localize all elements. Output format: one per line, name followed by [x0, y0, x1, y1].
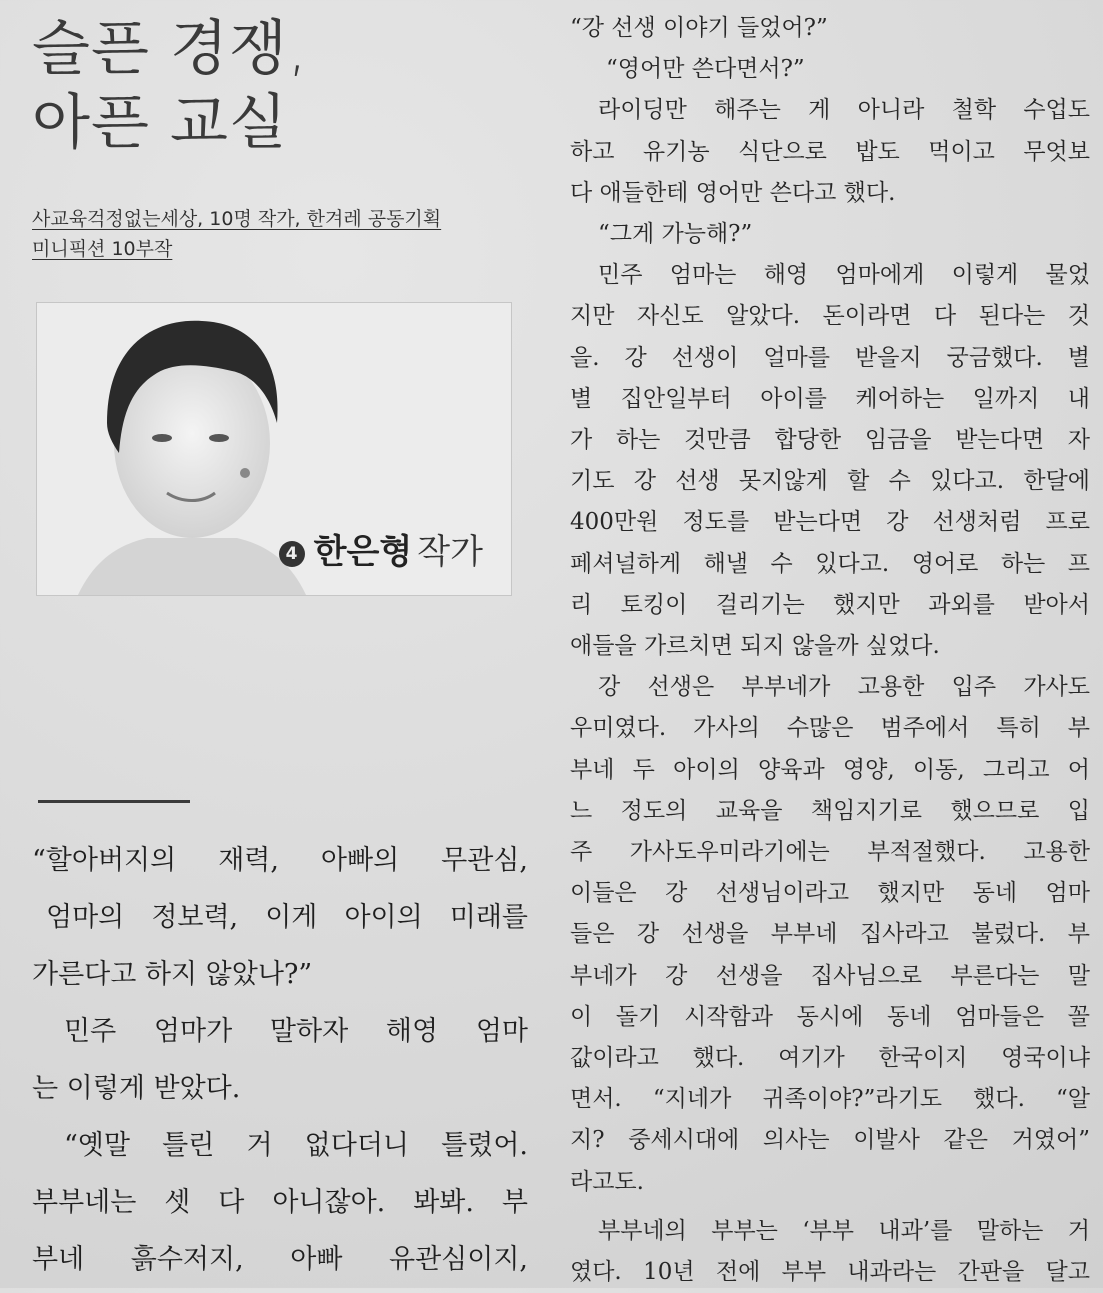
author-role: 작가 [417, 532, 483, 572]
text-line: 리 토킹이 걸리기는 했지만 과외를 받아서 [570, 591, 1090, 618]
text-line: 느 정도의 교육을 책임지기로 했으므로 입 [570, 797, 1090, 824]
text-line: 면서. “지네가 귀족이야?”라기도 했다. “알 [570, 1086, 1090, 1113]
text-line: 는 이렇게 받았다. [32, 1073, 241, 1104]
author-name: 한은형 [313, 532, 413, 572]
text-line: 부네가 강 선생을 집사님으로 부른다는 말 [570, 962, 1090, 989]
text-line: 페셔널하게 해낼 수 있다고. 영어로 하는 프 [570, 550, 1090, 577]
right-body-text [570, 8, 1090, 1293]
text-line: 다 애들한테 영어만 쓴다고 했다. [570, 179, 896, 206]
headline-line-1: 슬픈 경쟁, [32, 14, 308, 84]
text-line: “영어만 쓴다면서?” [606, 56, 805, 83]
text-line: 민주 엄마가 말하자 해영 엄마 [64, 1016, 528, 1047]
text-line: “옛말 틀린 거 없다더니 틀렸어. [64, 1130, 528, 1161]
author-photo [36, 302, 512, 596]
text-line: 강 선생은 부부네가 고용한 입주 가사도 [598, 674, 1090, 701]
section-divider [38, 800, 190, 803]
text-line: “할아버지의 재력, 아빠의 무관심, [32, 845, 528, 876]
headline-line-2: 아픈 교실 [32, 88, 288, 158]
text-line: 기도 강 선생 못지않게 할 수 있다고. 한달에 [570, 468, 1090, 495]
text-line: 주 가사도우미라기에는 부적절했다. 고용한 [570, 839, 1090, 866]
text-line: 값이라고 했다. 여기가 한국이지 영국이냐 [570, 1045, 1090, 1072]
text-line: 이 돌기 시작함과 동시에 동네 엄마들은 꼴 [570, 1003, 1090, 1030]
text-line: 지? 중세시대에 의사는 이발사 같은 거였어” [570, 1127, 1090, 1154]
text-line: 을. 강 선생이 얼마를 받을지 궁금했다. 별 [570, 344, 1090, 371]
text-line: 라이딩만 해주는 게 아니라 철학 수업도 [598, 97, 1090, 124]
text-line: 엄마의 정보력, 이게 아이의 미래를 [46, 902, 528, 933]
text-line: 부네 흙수저지, 아빠 유관심이지, [32, 1244, 528, 1275]
author-caption [279, 524, 483, 573]
text-line: 민주 엄마는 해영 엄마에게 이렇게 물었 [598, 262, 1090, 289]
text-line: 이들은 강 선생님이라고 했지만 동네 엄마 [570, 880, 1090, 907]
series-line-1: 사교육걱정없는세상, 10명 작가, 한겨레 공동기획 [32, 208, 442, 230]
left-column [0, 0, 545, 1288]
text-line: 부부네의 부부는 ‘부부 내과’를 말하는 거 [598, 1217, 1090, 1244]
text-line: “그게 가능해?” [598, 221, 753, 248]
series-number-badge: 4 [279, 541, 305, 567]
text-line: 부네 두 아이의 양육과 영양, 이동, 그리고 어 [570, 756, 1090, 783]
text-line: 라고도. [570, 1168, 644, 1195]
headline [32, 12, 308, 160]
text-line: 부부네는 셋 다 아니잖아. 봐봐. 부 [32, 1187, 528, 1218]
text-line: 들은 강 선생을 부부네 집사라고 불렀다. 부 [570, 921, 1090, 948]
text-line: 우미였다. 가사의 수많은 범주에서 특히 부 [570, 715, 1090, 742]
left-body-text [32, 832, 528, 1288]
text-line: 하고 유기농 식단으로 밥도 먹이고 무엇보 [570, 138, 1090, 165]
right-column [548, 0, 1103, 1288]
text-line: 지만 자신도 알았다. 돈이라면 다 된다는 것 [570, 303, 1090, 330]
text-line: 였다. 10년 전에 부부 내과라는 간판을 달고 [570, 1259, 1090, 1286]
text-line: 별 집안일부터 아이를 케어하는 일까지 내 [570, 385, 1090, 412]
text-line: 가른다고 하지 않았나?” [32, 959, 313, 990]
series-credit [32, 204, 441, 264]
text-line: 400만원 정도를 받는다면 강 선생처럼 프로 [570, 509, 1090, 536]
text-line: 애들을 가르치면 되지 않을까 싶었다. [570, 633, 940, 660]
series-line-2: 미니픽션 10부작 [32, 238, 173, 260]
text-line: “강 선생 이야기 들었어?” [570, 15, 828, 41]
text-line: 가 하는 것만큼 합당한 임금을 받는다면 자 [570, 427, 1090, 454]
